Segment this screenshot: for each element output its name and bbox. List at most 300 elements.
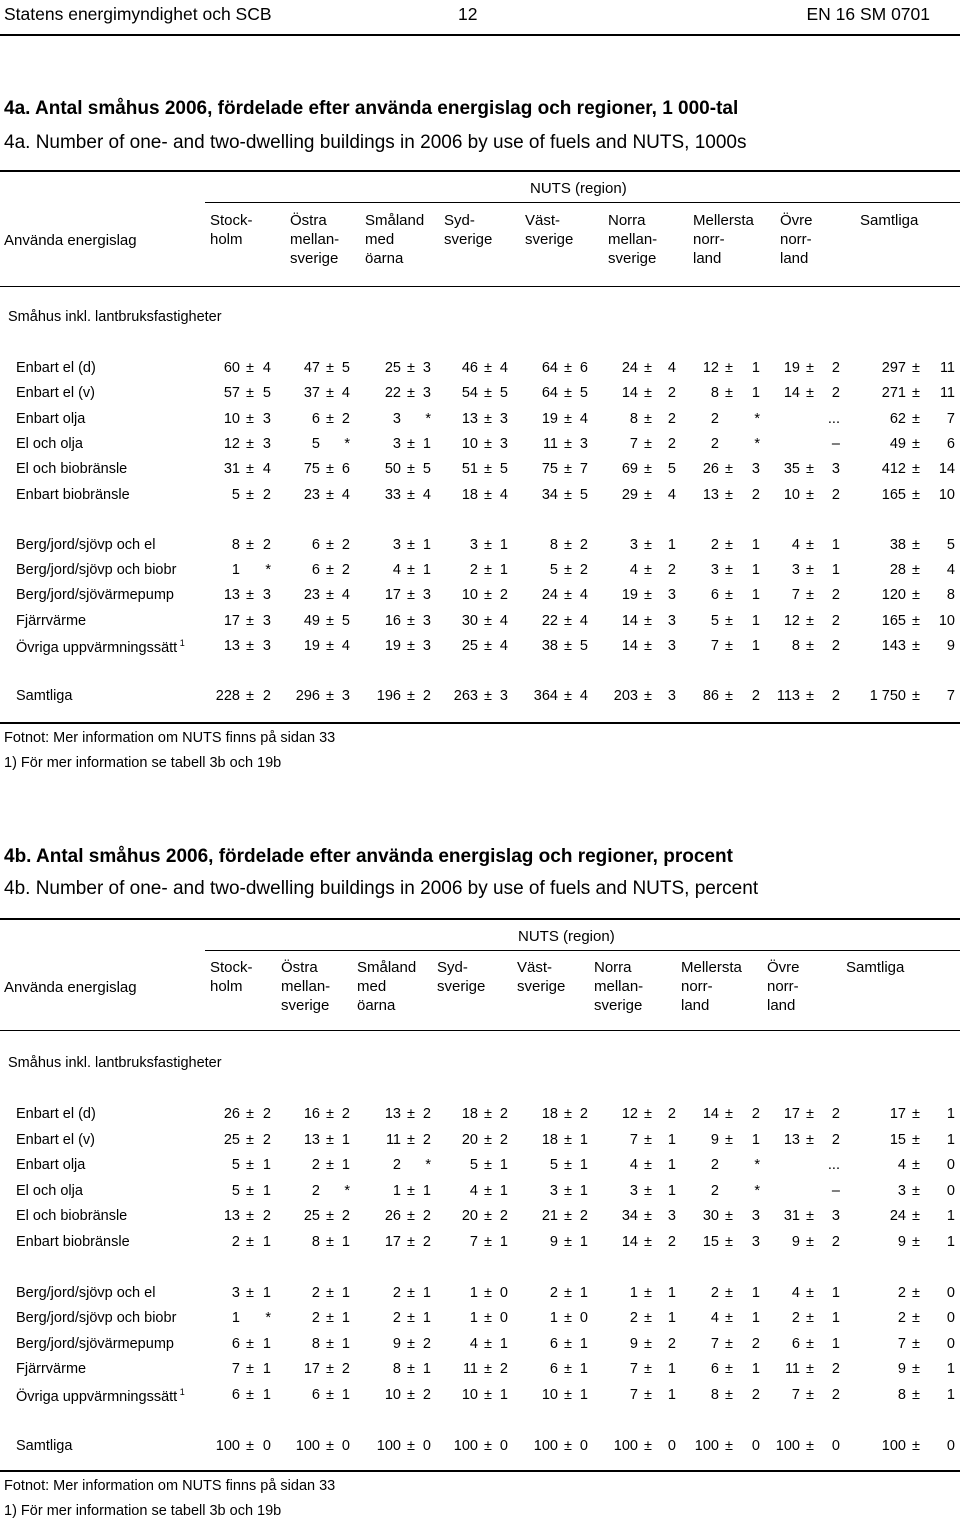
cell-error: 0 xyxy=(579,1437,588,1454)
cell-value: 4 xyxy=(469,1182,478,1199)
cell-value: 2 xyxy=(710,1284,719,1301)
cell-plusminus: ± xyxy=(246,688,254,705)
cell-error: 2 xyxy=(262,1131,271,1148)
cell-plusminus: ± xyxy=(912,1310,920,1327)
cell-value: 1 xyxy=(231,562,240,579)
cell-value: 2 xyxy=(311,1157,320,1174)
cell-plusminus: ± xyxy=(564,360,572,376)
cell-value: 20 xyxy=(461,1131,478,1148)
cell-error: 5 xyxy=(499,385,508,402)
cell-error: 2 xyxy=(751,688,760,705)
cell-error: 2 xyxy=(831,688,840,705)
cell-plusminus: ± xyxy=(484,688,492,705)
cell-error: ... xyxy=(827,410,840,427)
cell-error: 1 xyxy=(579,1234,588,1250)
cell-value: 12 xyxy=(783,612,800,629)
cell-plusminus: ± xyxy=(246,536,254,553)
cell-value: 16 xyxy=(303,1106,320,1122)
cell-error: 2 xyxy=(667,385,676,402)
cell-value: 2 xyxy=(392,1284,401,1301)
cell-plusminus: ± xyxy=(246,410,254,427)
cell-value: 12 xyxy=(223,435,240,452)
cell-plusminus: ± xyxy=(564,562,572,579)
cell-plusminus: ± xyxy=(725,1131,733,1148)
cell-error: 1 xyxy=(341,1234,350,1250)
row-label-text: Enbart olja xyxy=(16,410,86,427)
cell-value: 8 xyxy=(897,1387,906,1403)
row-label-text: El och olja xyxy=(16,435,83,452)
cell-error: 0 xyxy=(667,1437,676,1454)
footnote-1: 1) För mer information se tabell 3b och 19b xyxy=(4,755,282,771)
cell-plusminus: ± xyxy=(644,688,652,705)
cell-error: 3 xyxy=(262,587,271,604)
cell-error: 1 xyxy=(579,1387,588,1403)
row-label xyxy=(16,385,95,401)
cell-value: 29 xyxy=(621,486,638,503)
cell-plusminus: ± xyxy=(564,461,572,478)
cell-plusminus: ± xyxy=(484,486,492,503)
cell-value: 3 xyxy=(549,1182,558,1199)
cell-error: 2 xyxy=(831,1361,840,1378)
cell-plusminus: ± xyxy=(912,435,920,452)
row-label xyxy=(16,688,72,704)
cell-plusminus: ± xyxy=(644,1157,652,1174)
cell-value: 7 xyxy=(629,1361,638,1378)
cell-plusminus: ± xyxy=(564,1157,572,1174)
cell-error: 2 xyxy=(831,1234,840,1250)
cell-plusminus: ± xyxy=(564,1208,572,1225)
footnote-marker: 1 xyxy=(177,638,185,648)
cell-value: 13 xyxy=(384,1106,401,1122)
row-label xyxy=(16,1285,155,1301)
page-number: 12 xyxy=(458,4,478,24)
cell-error: 3 xyxy=(667,638,676,654)
cell-value: 1 xyxy=(549,1310,558,1327)
cell-plusminus: ± xyxy=(644,1335,652,1352)
cell-error: 1 xyxy=(499,1157,508,1174)
cell-error: 2 xyxy=(422,1106,431,1122)
row-label-text: Enbart el (v) xyxy=(16,1131,95,1148)
cell-value: 13 xyxy=(461,410,478,427)
row-label xyxy=(16,613,86,629)
cell-plusminus: ± xyxy=(326,1234,334,1250)
cell-plusminus: ± xyxy=(246,587,254,604)
cell-value: 2 xyxy=(710,410,719,427)
cell-value: 4 xyxy=(791,1284,800,1301)
cell-error: 1 xyxy=(422,1284,431,1301)
table-b-top-rule xyxy=(0,918,960,920)
cell-error: 7 xyxy=(579,461,588,478)
row-label xyxy=(16,411,85,427)
table-a-top-rule xyxy=(0,170,960,172)
cell-error: 2 xyxy=(341,536,350,553)
cell-plusminus: ± xyxy=(407,1234,415,1250)
header-rule xyxy=(0,34,960,36)
row-label-text: Enbart el (v) xyxy=(16,385,95,402)
cell-error: ... xyxy=(827,1157,840,1174)
cell-plusminus: ± xyxy=(912,1157,920,1174)
cell-value: 8 xyxy=(392,1361,401,1378)
cell-error: 10 xyxy=(938,612,955,629)
row-label xyxy=(16,1132,95,1148)
cell-plusminus: ± xyxy=(725,536,733,553)
cell-value: 3 xyxy=(392,410,401,427)
cell-error: 1 xyxy=(946,1234,955,1250)
cell-value: 297 xyxy=(881,360,906,376)
cell-error: 1 xyxy=(667,1131,676,1148)
cell-error: 2 xyxy=(579,562,588,579)
cell-value: 7 xyxy=(710,1335,719,1352)
cell-error: 3 xyxy=(499,410,508,427)
cell-error: 3 xyxy=(751,461,760,478)
cell-error: 1 xyxy=(579,1182,588,1199)
cell-value: 11 xyxy=(542,435,558,452)
cell-error: 0 xyxy=(946,1284,955,1301)
cell-error: 2 xyxy=(422,688,431,705)
cell-error: 1 xyxy=(751,1310,760,1327)
cell-value: 4 xyxy=(629,562,638,579)
cell-error: 0 xyxy=(946,1437,955,1454)
cell-error: 1 xyxy=(946,1106,955,1122)
cell-error: 3 xyxy=(262,435,271,452)
cell-value: 7 xyxy=(629,435,638,452)
cell-error: 1 xyxy=(831,536,840,553)
cell-plusminus: ± xyxy=(806,688,814,705)
cell-error: 5 xyxy=(499,461,508,478)
cell-value: 3 xyxy=(392,536,401,553)
cell-plusminus: ± xyxy=(326,1284,334,1301)
cell-value: 21 xyxy=(541,1208,558,1225)
cell-error: 2 xyxy=(667,562,676,579)
cell-plusminus: ± xyxy=(326,1131,334,1148)
cell-value: 1 xyxy=(469,1284,478,1301)
cell-value: 10 xyxy=(384,1387,401,1403)
row-label xyxy=(16,1336,174,1352)
cell-value: 17 xyxy=(783,1106,800,1122)
cell-error: 4 xyxy=(579,587,588,604)
cell-error: * xyxy=(754,435,760,452)
cell-plusminus: ± xyxy=(912,1335,920,1352)
cell-error: 1 xyxy=(751,536,760,553)
cell-value: 37 xyxy=(303,385,320,402)
cell-plusminus: ± xyxy=(564,1361,572,1378)
cell-error: 3 xyxy=(262,612,271,629)
cell-error: 3 xyxy=(422,385,431,402)
cell-plusminus: ± xyxy=(806,1361,814,1378)
cell-error: * xyxy=(425,1157,431,1174)
cell-error: 2 xyxy=(341,1361,350,1378)
cell-plusminus: ± xyxy=(564,1310,572,1327)
cell-value: 5 xyxy=(231,1157,240,1174)
cell-error: 2 xyxy=(422,1335,431,1352)
cell-plusminus: ± xyxy=(725,1361,733,1378)
cell-plusminus: ± xyxy=(725,688,733,705)
cell-error: 7 xyxy=(946,410,955,427)
cell-plusminus: ± xyxy=(326,360,334,376)
cell-value: 9 xyxy=(549,1234,558,1250)
cell-plusminus: ± xyxy=(644,1387,652,1403)
cell-plusminus: ± xyxy=(326,1208,334,1225)
cell-value: 30 xyxy=(702,1208,719,1225)
cell-error: 1 xyxy=(946,1387,955,1403)
cell-plusminus: ± xyxy=(912,536,920,553)
cell-error: 2 xyxy=(831,1131,840,1148)
cell-error: 1 xyxy=(262,1361,271,1378)
cell-value: 57 xyxy=(223,385,240,402)
cell-value: 100 xyxy=(295,1437,320,1454)
cell-plusminus: ± xyxy=(564,1335,572,1352)
cell-plusminus: ± xyxy=(407,1131,415,1148)
cell-value: 2 xyxy=(231,1234,240,1250)
cell-value: 228 xyxy=(215,688,240,705)
cell-value: 10 xyxy=(223,410,240,427)
cell-value: 31 xyxy=(223,461,240,478)
first-column-header: Använda energislag xyxy=(4,979,137,996)
cell-value: 24 xyxy=(541,587,558,604)
cell-error: 0 xyxy=(751,1437,760,1454)
row-label xyxy=(16,1310,176,1326)
cell-value: 16 xyxy=(384,612,401,629)
row-label xyxy=(16,1106,96,1122)
cell-error: 1 xyxy=(579,1284,588,1301)
cell-error: 2 xyxy=(341,1106,350,1122)
cell-error: 2 xyxy=(422,1131,431,1148)
cell-error: 1 xyxy=(946,1361,955,1378)
cell-error: 0 xyxy=(831,1437,840,1454)
cell-plusminus: ± xyxy=(644,461,652,478)
cell-value: 412 xyxy=(881,461,906,478)
cell-error: * xyxy=(265,1310,271,1327)
cell-plusminus: ± xyxy=(407,1335,415,1352)
cell-value: 62 xyxy=(889,410,906,427)
cell-value: 165 xyxy=(881,486,906,503)
cell-error: 2 xyxy=(667,1234,676,1250)
cell-plusminus: ± xyxy=(725,1437,733,1454)
column-header: Samtliga xyxy=(846,959,905,976)
cell-plusminus: ± xyxy=(912,1106,920,1122)
cell-error: 3 xyxy=(422,587,431,604)
footnote-nuts: Fotnot: Mer information om NUTS finns på sidan 33 xyxy=(4,1478,336,1494)
cell-value: 46 xyxy=(461,360,478,376)
row-label xyxy=(16,1438,72,1454)
cell-plusminus: ± xyxy=(484,1157,492,1174)
cell-value: 26 xyxy=(384,1208,401,1225)
cell-plusminus: ± xyxy=(484,1131,492,1148)
cell-plusminus: ± xyxy=(806,385,814,402)
cell-value: 33 xyxy=(384,486,401,503)
cell-error: 4 xyxy=(422,486,431,503)
cell-value: 4 xyxy=(469,1335,478,1352)
cell-value: 49 xyxy=(889,435,906,452)
cell-value: 7 xyxy=(469,1234,478,1250)
cell-error: 1 xyxy=(751,1284,760,1301)
cell-error: 5 xyxy=(579,486,588,503)
cell-error: 3 xyxy=(499,688,508,705)
cell-error: 2 xyxy=(667,1106,676,1122)
cell-error: 1 xyxy=(751,612,760,629)
cell-error: 1 xyxy=(667,536,676,553)
cell-plusminus: ± xyxy=(564,1131,572,1148)
cell-value: 1 xyxy=(231,1310,240,1327)
cell-plusminus: ± xyxy=(725,385,733,402)
cell-value: 34 xyxy=(541,486,558,503)
cell-plusminus: ± xyxy=(644,385,652,402)
cell-plusminus: ± xyxy=(407,461,415,478)
cell-plusminus: ± xyxy=(246,1131,254,1148)
cell-value: 2 xyxy=(897,1284,906,1301)
cell-error: 1 xyxy=(751,587,760,604)
cell-plusminus: ± xyxy=(912,562,920,579)
cell-value: 75 xyxy=(541,461,558,478)
cell-error: 2 xyxy=(667,1335,676,1352)
cell-error: 0 xyxy=(579,1310,588,1327)
cell-value: 6 xyxy=(549,1361,558,1378)
cell-plusminus: ± xyxy=(644,638,652,654)
cell-value: 19 xyxy=(541,410,558,427)
cell-plusminus: ± xyxy=(484,435,492,452)
header-bottom-rule xyxy=(0,286,960,287)
cell-plusminus: ± xyxy=(326,536,334,553)
cell-error: * xyxy=(425,410,431,427)
cell-error: 4 xyxy=(579,612,588,629)
row-label-text: Fjärrvärme xyxy=(16,1361,87,1378)
row-label xyxy=(16,587,174,603)
cell-error: 1 xyxy=(667,1157,676,1174)
cell-value: 5 xyxy=(469,1157,478,1174)
cell-plusminus: ± xyxy=(806,1387,814,1403)
row-label xyxy=(16,1234,130,1250)
cell-error: 5 xyxy=(341,360,350,376)
cell-value: 25 xyxy=(384,360,401,376)
cell-error: 4 xyxy=(667,360,676,376)
section-label: Småhus inkl. lantbruksfastigheter xyxy=(8,309,222,325)
cell-error: 6 xyxy=(946,435,955,452)
row-label xyxy=(16,436,83,452)
cell-value: 6 xyxy=(231,1387,240,1403)
cell-plusminus: ± xyxy=(246,385,254,402)
cell-error: 1 xyxy=(262,1284,271,1301)
row-label xyxy=(16,461,127,477)
cell-error: 1 xyxy=(341,1387,350,1403)
cell-error: 2 xyxy=(751,1106,760,1122)
cell-plusminus: ± xyxy=(806,461,814,478)
cell-value: 2 xyxy=(710,1182,719,1199)
cell-error: 1 xyxy=(579,1335,588,1352)
cell-plusminus: ± xyxy=(326,461,334,478)
cell-value: 17 xyxy=(384,587,401,604)
row-label-text: Enbart el (d) xyxy=(16,360,96,376)
cell-error: 5 xyxy=(579,638,588,654)
cell-plusminus: ± xyxy=(725,1310,733,1327)
cell-error: 2 xyxy=(422,1234,431,1250)
cell-plusminus: ± xyxy=(407,435,415,452)
cell-value: 24 xyxy=(889,1208,906,1225)
cell-value: 22 xyxy=(541,612,558,629)
column-header: Syd- sverige xyxy=(437,959,486,995)
cell-error: 2 xyxy=(751,486,760,503)
cell-plusminus: ± xyxy=(484,536,492,553)
cell-error: 1 xyxy=(341,1335,350,1352)
cell-plusminus: ± xyxy=(407,638,415,654)
cell-plusminus: ± xyxy=(912,486,920,503)
footnote-nuts: Fotnot: Mer information om NUTS finns på sidan 33 xyxy=(4,730,336,746)
cell-value: 100 xyxy=(694,1437,719,1454)
row-label-text: Enbart el (d) xyxy=(16,1106,96,1122)
cell-plusminus: ± xyxy=(246,1361,254,1378)
cell-plusminus: ± xyxy=(407,486,415,503)
cell-plusminus: ± xyxy=(326,1310,334,1327)
cell-plusminus: ± xyxy=(484,638,492,654)
cell-value: 2 xyxy=(311,1182,320,1199)
cell-value: 9 xyxy=(392,1335,401,1352)
cell-plusminus: ± xyxy=(484,1310,492,1327)
cell-value: 7 xyxy=(629,1387,638,1403)
cell-value: 6 xyxy=(549,1335,558,1352)
cell-plusminus: ± xyxy=(484,1387,492,1403)
cell-plusminus: ± xyxy=(484,360,492,376)
row-label-text: Samtliga xyxy=(16,1437,73,1454)
cell-value: 6 xyxy=(311,1387,320,1403)
cell-error: 1 xyxy=(946,1208,955,1225)
cell-error: 3 xyxy=(499,435,508,452)
cell-error: – xyxy=(831,435,840,452)
column-header: Östra mellan- sverige xyxy=(290,212,340,267)
cell-error: 6 xyxy=(341,461,350,478)
cell-error: 2 xyxy=(579,536,588,553)
header-bottom-rule xyxy=(0,1030,960,1031)
cell-error: 1 xyxy=(422,562,431,579)
cell-plusminus: ± xyxy=(564,410,572,427)
cell-plusminus: ± xyxy=(644,1182,652,1199)
cell-value: 203 xyxy=(613,688,638,705)
cell-error: 1 xyxy=(262,1157,271,1174)
cell-plusminus: ± xyxy=(806,1310,814,1327)
cell-value: 9 xyxy=(791,1234,800,1250)
cell-error: 1 xyxy=(667,1182,676,1199)
cell-plusminus: ± xyxy=(806,360,814,376)
cell-plusminus: ± xyxy=(912,360,920,376)
cell-error: 2 xyxy=(499,587,508,604)
cell-plusminus: ± xyxy=(564,435,572,452)
cell-error: 1 xyxy=(422,1310,431,1327)
cell-error: 3 xyxy=(667,688,676,705)
cell-value: 47 xyxy=(303,360,320,376)
cell-value: 23 xyxy=(303,486,320,503)
cell-error: 2 xyxy=(262,486,271,503)
cell-error: 1 xyxy=(579,1157,588,1174)
cell-error: 2 xyxy=(751,1387,760,1403)
cell-value: 8 xyxy=(231,536,240,553)
cell-plusminus: ± xyxy=(326,486,334,503)
cell-error: 2 xyxy=(667,410,676,427)
cell-value: 8 xyxy=(710,385,719,402)
cell-value: 9 xyxy=(629,1335,638,1352)
cell-error: 1 xyxy=(262,1387,271,1403)
cell-value: 3 xyxy=(392,435,401,452)
cell-value: 8 xyxy=(791,638,800,654)
cell-error: 1 xyxy=(422,536,431,553)
cell-plusminus: ± xyxy=(912,587,920,604)
cell-error: 6 xyxy=(579,360,588,376)
first-column-header: Använda energislag xyxy=(4,232,137,249)
cell-error: 2 xyxy=(831,385,840,402)
cell-plusminus: ± xyxy=(644,1208,652,1225)
cell-value: 7 xyxy=(710,638,719,654)
cell-value: 20 xyxy=(461,1208,478,1225)
cell-error: 1 xyxy=(579,1131,588,1148)
cell-value: 26 xyxy=(702,461,719,478)
row-label-text: Övriga uppvärmningssätt xyxy=(16,1389,178,1405)
